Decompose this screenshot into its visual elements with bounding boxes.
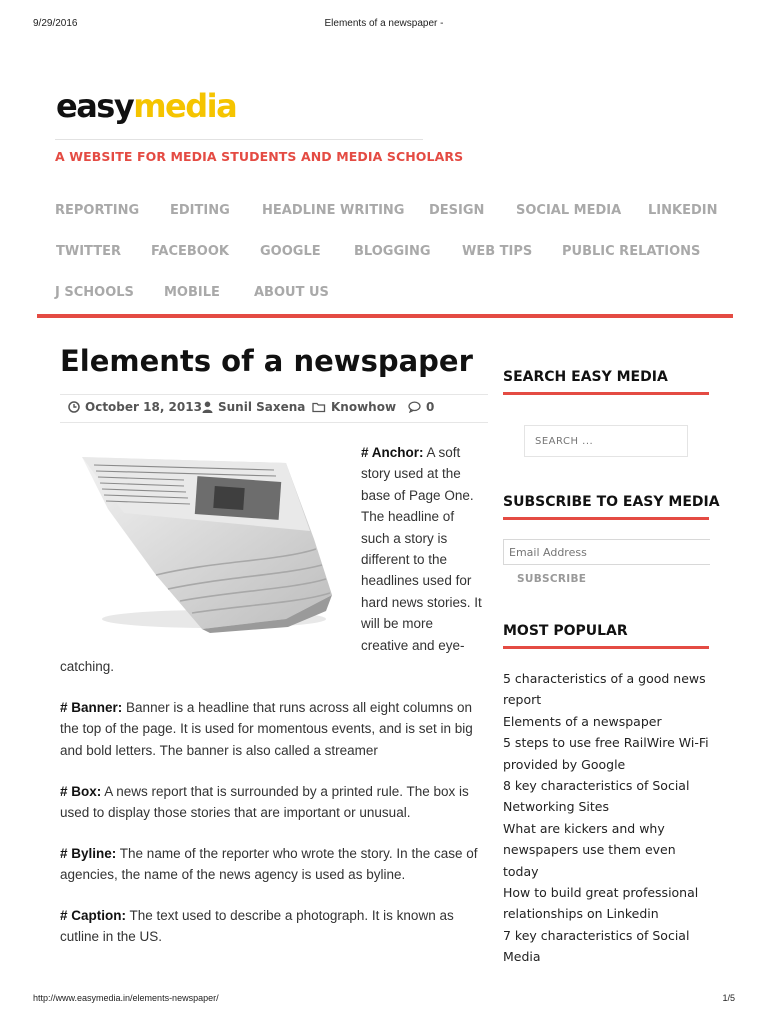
nav-linkedin[interactable]: LINKEDIN <box>648 203 718 218</box>
post-category[interactable] <box>312 400 396 414</box>
anchor-line: creative and eye- <box>361 637 465 653</box>
caption-term: # Caption: <box>60 908 126 923</box>
print-date: 9/29/2016 <box>33 18 78 29</box>
search-heading: SEARCH EASY MEDIA <box>503 369 668 385</box>
entry-anchor <box>361 442 491 656</box>
anchor-line: hard news stories. It <box>361 594 482 610</box>
box-text: A news report that is surrounded by a printed rule. The box is used to display those stories that are important or unusual. <box>60 784 469 821</box>
comment-icon <box>408 401 421 413</box>
nav-facebook[interactable]: FACEBOOK <box>151 244 229 259</box>
nav-design[interactable]: DESIGN <box>429 203 485 218</box>
entry-caption <box>60 905 490 948</box>
nav-blogging[interactable]: BLOGGING <box>354 244 431 259</box>
byline-term: # Byline: <box>60 846 117 861</box>
anchor-line: such a story is <box>361 530 448 546</box>
anchor-line: base of Page One. <box>361 487 474 503</box>
nav-editing[interactable]: EDITING <box>170 203 230 218</box>
popular-heading: MOST POPULAR <box>503 623 628 639</box>
box-term: # Box: <box>60 784 102 799</box>
anchor-line: headlines used for <box>361 573 472 589</box>
nav-headline-writing[interactable]: HEADLINE WRITING <box>262 203 405 218</box>
anchor-line: The headline of <box>361 509 455 525</box>
meta-divider-top <box>60 394 488 395</box>
tagline-divider <box>55 139 423 140</box>
banner-term: # Banner: <box>60 700 123 715</box>
nav-public-relations[interactable]: PUBLIC RELATIONS <box>562 244 701 259</box>
post-date <box>68 400 202 414</box>
post-date-text: October 18, 2013 <box>85 400 202 414</box>
nav-j-schools[interactable]: J SCHOOLS <box>55 285 134 300</box>
search-input[interactable] <box>524 425 688 457</box>
entry-banner <box>60 697 490 761</box>
banner-text: Banner is a headline that runs across all eight columns on the top of the page. It is used for momentous events, and is set in big and bold letters. The banner is also called a streamer <box>60 700 473 758</box>
post-comments[interactable] <box>408 400 434 414</box>
popular-item[interactable]: 7 key characteristics of Social Media <box>503 927 690 965</box>
subscribe-button[interactable]: SUBSCRIBE <box>517 573 587 585</box>
meta-divider-bottom <box>60 422 488 423</box>
post-category-text: Knowhow <box>331 400 397 414</box>
popular-item[interactable]: Elements of a newspaper <box>503 713 662 729</box>
entry-byline <box>60 843 490 886</box>
anchor-line: different to the <box>361 552 448 568</box>
subscribe-heading-rule <box>503 517 709 520</box>
popular-item[interactable]: 5 characteristics of a good news report <box>503 671 706 708</box>
anchor-line: story used at the <box>361 466 461 482</box>
popular-item[interactable]: 5 steps to use free RailWire Wi-Fi provided by Google <box>503 735 709 772</box>
search-heading-rule <box>503 392 709 395</box>
user-icon <box>202 401 213 413</box>
site-tagline: A WEBSITE FOR MEDIA STUDENTS AND MEDIA SCHOLARS <box>55 149 464 164</box>
subscribe-heading: SUBSCRIBE TO EASY MEDIA <box>503 494 720 510</box>
newspaper-image <box>64 443 342 633</box>
nav-social-media[interactable]: SOCIAL MEDIA <box>516 203 622 218</box>
email-field[interactable] <box>503 539 710 565</box>
nav-web-tips[interactable]: WEB TIPS <box>462 244 533 259</box>
nav-mobile[interactable]: MOBILE <box>164 285 220 300</box>
print-title: Elements of a newspaper - <box>324 18 444 29</box>
popular-item[interactable]: 8 key characteristics of Social Networking Sites <box>503 778 690 815</box>
anchor-line: will be more <box>361 616 434 632</box>
nav-about-us[interactable]: ABOUT US <box>254 285 329 300</box>
post-author-text: Sunil Saxena <box>218 400 306 414</box>
caption-text: The text used to describe a photograph. It is known as cutline in the US. <box>60 908 454 945</box>
logo-part-media: media <box>133 87 237 125</box>
anchor-tail: catching. <box>60 659 115 674</box>
anchor-line: A soft <box>426 445 461 460</box>
popular-heading-rule <box>503 646 709 649</box>
nav-google[interactable]: GOOGLE <box>260 244 321 259</box>
anchor-term: # Anchor: <box>361 445 424 460</box>
print-url: http://www.easymedia.in/elements-newspaper/ <box>33 993 219 1003</box>
post-author[interactable] <box>202 400 305 414</box>
popular-item[interactable]: What are kickers and why newspapers use them even today <box>503 820 676 879</box>
post-comments-count: 0 <box>426 400 435 414</box>
folder-icon <box>312 401 326 413</box>
clock-icon <box>68 401 80 413</box>
byline-text: The name of the reporter who wrote the story. In the case of agencies, the name of the news agency is used as byline. <box>60 846 478 883</box>
popular-item[interactable]: How to build great professional relationships on Linkedin <box>503 885 699 922</box>
nav-reporting[interactable]: REPORTING <box>55 203 140 218</box>
nav-twitter[interactable]: TWITTER <box>56 244 121 259</box>
print-page-number: 1/5 <box>722 993 735 1003</box>
nav-divider <box>37 314 733 318</box>
post-title: Elements of a newspaper <box>60 344 473 378</box>
logo-part-easy: easy <box>56 87 134 125</box>
entry-box <box>60 781 490 824</box>
popular-list <box>503 668 713 968</box>
site-logo[interactable] <box>56 84 236 128</box>
